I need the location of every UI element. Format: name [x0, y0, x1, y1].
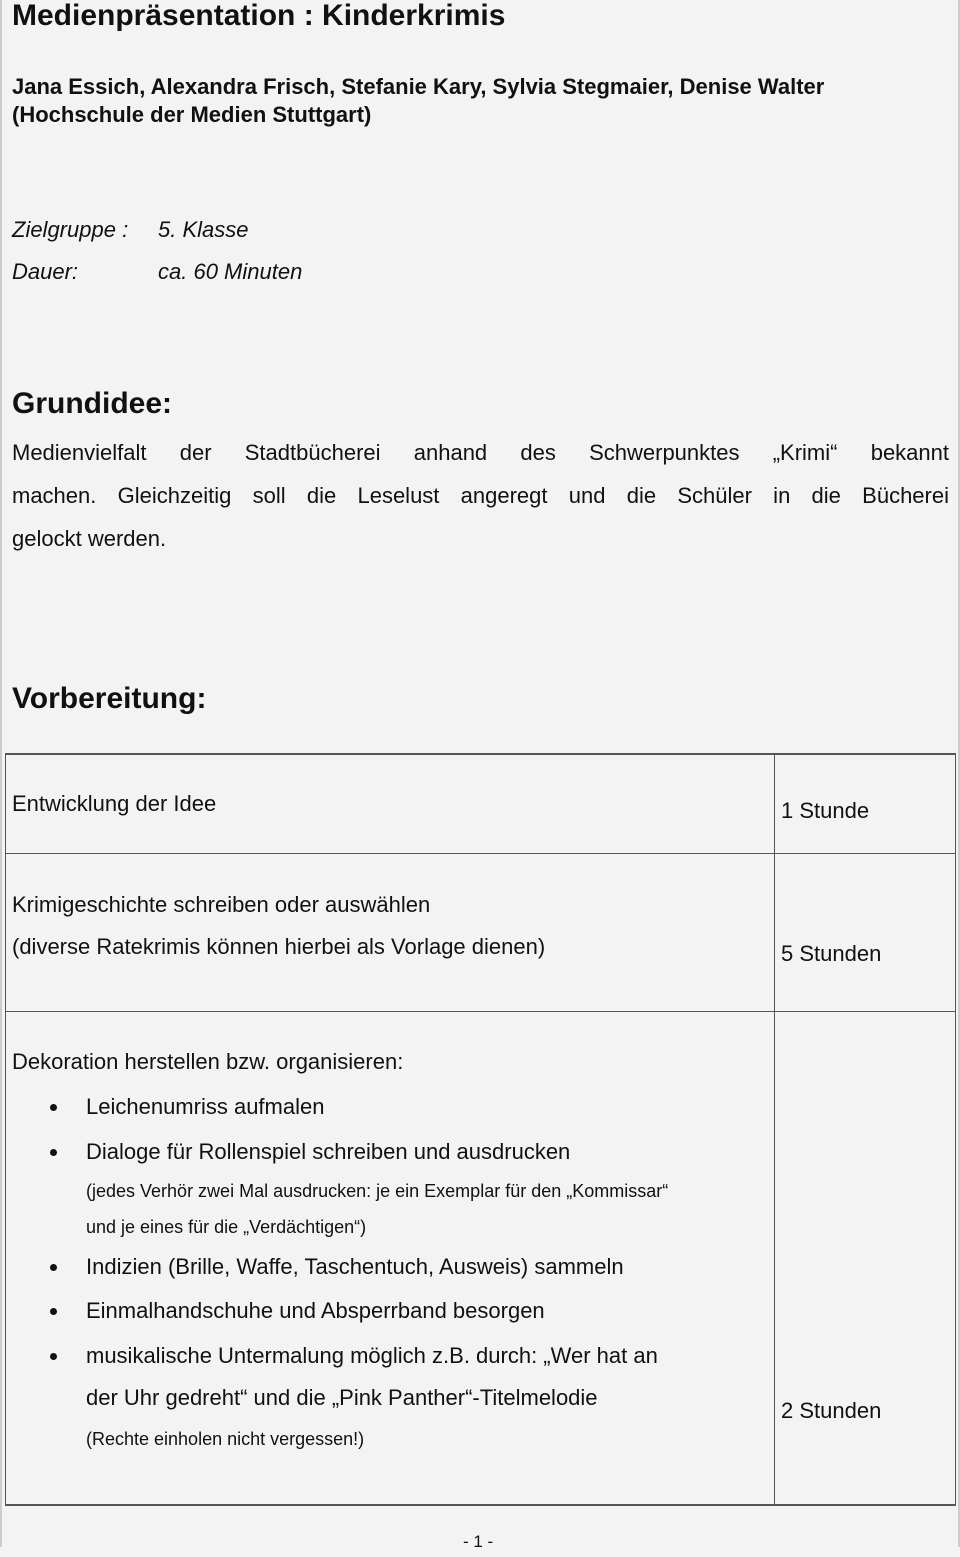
zielgruppe-value: 5. Klasse: [158, 217, 249, 242]
time-krimigeschichte: 5 Stunden: [781, 941, 882, 966]
task-idee: Entwicklung der Idee: [12, 791, 217, 816]
task-krimigeschichte: Krimigeschichte schreiben oder auswählen: [12, 892, 431, 917]
document-title: Medienpräsentation : Kinderkrimis: [12, 0, 506, 32]
table-border-left: [5, 753, 6, 1506]
bullet-item: Indizien (Brille, Waffe, Taschentuch, Ausweis) sammeln: [86, 1254, 624, 1279]
time-idee: 1 Stunde: [781, 798, 870, 823]
table-column-divider: [774, 753, 775, 1506]
table-border-top: [5, 753, 956, 755]
page-edge-left: [0, 0, 2, 1547]
bullet-item: Einmalhandschuhe und Absperrband besorgen: [86, 1298, 545, 1323]
bullet-item: musikalische Untermalung möglich z.B. durch: „Wer hat an: [86, 1343, 658, 1368]
page-number: - 1 -: [463, 1532, 494, 1551]
institution: (Hochschule der Medien Stuttgart): [12, 102, 372, 127]
bullet-note: und je eines für die „Verdächtigen“): [86, 1217, 367, 1237]
task-dekoration: Dekoration herstellen bzw. organisieren:: [12, 1049, 404, 1074]
table-border-bottom: [5, 1504, 956, 1506]
grundidee-line: Medienvielfalt der Stadtbücherei anhand des Schwerpunktes „Krimi“ bekannt: [12, 440, 949, 465]
grundidee-heading: Grundidee:: [12, 387, 173, 420]
table-row-divider: [5, 853, 956, 854]
grundidee-line: machen. Gleichzeitig soll die Leselust angeregt und die Schüler in die Bücherei: [12, 483, 949, 508]
bullet-item-continued: der Uhr gedreht“ und die „Pink Panther“-Titelmelodie: [86, 1385, 598, 1410]
table-row-divider: [5, 1011, 956, 1012]
bullet-icon: [50, 1264, 57, 1271]
dauer-label: Dauer:: [12, 259, 79, 284]
bullet-item: Leichenumriss aufmalen: [86, 1094, 325, 1119]
bullet-icon: [50, 1149, 57, 1156]
bullet-note: (jedes Verhör zwei Mal ausdrucken: je ein Exemplar für den „Kommissar“: [86, 1181, 669, 1201]
vorbereitung-heading: Vorbereitung:: [12, 682, 207, 715]
authors: Jana Essich, Alexandra Frisch, Stefanie Kary, Sylvia Stegmaier, Denise Walter: [12, 74, 825, 99]
bullet-note: (Rechte einholen nicht vergessen!): [86, 1429, 365, 1449]
grundidee-line: gelockt werden.: [12, 526, 167, 551]
dauer-value: ca. 60 Minuten: [158, 259, 303, 284]
task-krimigeschichte-note: (diverse Ratekrimis können hierbei als Vorlage dienen): [12, 934, 546, 959]
bullet-icon: [50, 1104, 57, 1111]
bullet-item: Dialoge für Rollenspiel schreiben und ausdrucken: [86, 1139, 571, 1164]
bullet-icon: [50, 1308, 57, 1315]
table-border-right: [955, 753, 956, 1506]
zielgruppe-label: Zielgruppe :: [12, 217, 129, 242]
bullet-icon: [50, 1353, 57, 1360]
time-dekoration: 2 Stunden: [781, 1398, 882, 1423]
